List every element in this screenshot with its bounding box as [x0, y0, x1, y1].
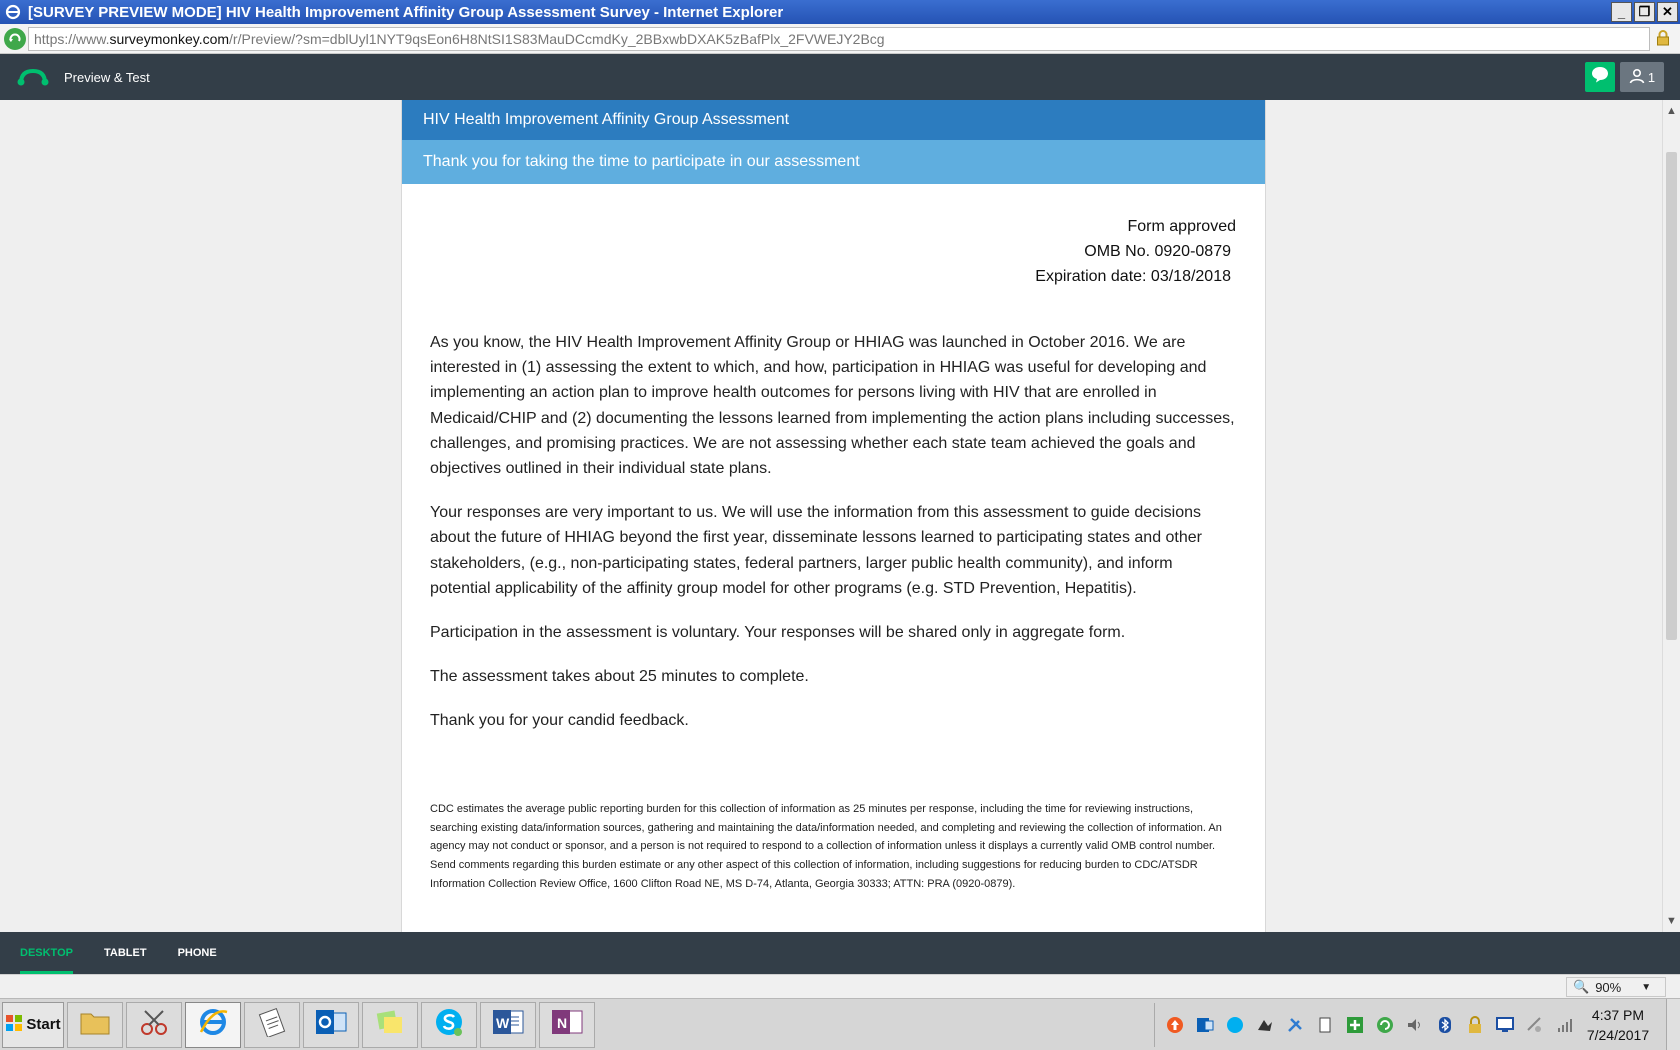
chevron-down-icon: ▼ [1641, 981, 1652, 993]
page-viewport [0, 100, 1680, 932]
taskbar-sticky-notes[interactable] [362, 1002, 418, 1048]
window-title: [SURVEY PREVIEW MODE] HIV Health Improvement Affinity Group Assessment Survey - Internet Explorer [28, 3, 784, 21]
taskbar-skype[interactable] [421, 1002, 477, 1048]
taskbar-onenote[interactable] [539, 1002, 595, 1048]
close-button[interactable] [1657, 2, 1678, 22]
intro-paragraph: Your responses are very important to us. We will use the information from this assessment to guide decisions about the future of HHIAG beyond the first year, disseminate lessons learned to participating states and other stakeholders, (e.g., non-participating states, federal partners, larger public health community), and inform potential applicability of the affinity group model for other programs (e.g. STD Prevention, Hepatitis). [430, 504, 1202, 597]
user-icon [1629, 68, 1645, 87]
svg-text:N: N [557, 1015, 568, 1031]
survey-intro-text [430, 330, 1235, 753]
scroll-down-icon[interactable]: ▼ [1666, 915, 1677, 927]
scroll-up-icon[interactable]: ▲ [1666, 105, 1677, 117]
taskbar-outlook[interactable] [303, 1002, 359, 1048]
taskbar-snipping-tool[interactable] [126, 1002, 182, 1048]
close-icon: ✕ [1662, 4, 1673, 19]
bluetooth-icon[interactable] [1433, 1013, 1457, 1037]
survey-title: HIV Health Improvement Affinity Group Assessment [402, 100, 1265, 140]
taskbar-word[interactable] [480, 1002, 536, 1048]
preview-test-label: Preview & Test [64, 69, 150, 85]
restore-button[interactable] [1634, 2, 1655, 22]
skype-icon [433, 1006, 465, 1043]
collaborators-button[interactable] [1620, 62, 1664, 92]
comments-button[interactable] [1585, 62, 1615, 92]
volume-icon[interactable] [1403, 1013, 1427, 1037]
burden-statement: CDC estimates the average public reporting burden for this collection of information as 25 minutes per response, including the time for reviewing instructions, searching existing data/information sources, gathering and maintaining the data/information needed, and completing and reviewing the collection of information. An agency may not conduct or sponsor, and a person is not required to respond to a collection of information unless it displays a currently valid OMB control number. Send comments regarding this burden estimate or any other aspect of this collection of information, including suggestions for reducing burden to CDC/ATSDR Information Collection Review Office, 1600 Clifton Road NE, MS D-74, Atlanta, Georgia 30333; ATTN: PRA (0920-0879). [430, 803, 1222, 890]
survey-subtitle: Thank you for taking the time to participate in our assessment [402, 140, 1265, 184]
taskbar-file-explorer[interactable] [67, 1002, 123, 1048]
minimize-icon: _ [1617, 4, 1626, 20]
skype-tray-icon[interactable] [1223, 1013, 1247, 1037]
signal-strength-icon[interactable] [1553, 1013, 1577, 1037]
address-bar [0, 24, 1680, 54]
outlook-tray-icon[interactable] [1193, 1013, 1217, 1037]
folder-icon [79, 1008, 111, 1041]
tab-desktop[interactable]: DESKTOP [20, 932, 73, 974]
speech-bubble-icon [1591, 66, 1609, 88]
svg-text:W: W [496, 1015, 510, 1031]
clock-date: 7/24/2017 [1586, 1027, 1650, 1043]
word-icon [491, 1007, 525, 1042]
device-icon[interactable] [1313, 1013, 1337, 1037]
tools-icon[interactable] [1283, 1013, 1307, 1037]
zoom-control[interactable] [1566, 977, 1666, 997]
bird-icon[interactable] [1253, 1013, 1277, 1037]
clock-time: 4:37 PM [1591, 1007, 1645, 1023]
vertical-scrollbar[interactable] [1662, 100, 1680, 932]
system-clock[interactable] [1578, 1005, 1658, 1045]
taskbar-internet-explorer[interactable] [185, 1002, 241, 1048]
omb-approval-block [1035, 214, 1236, 289]
intro-paragraph: Participation in the assessment is voluntary. Your responses will be shared only in aggregate form. [430, 624, 1126, 642]
tab-phone[interactable]: PHONE [177, 947, 217, 959]
collaborator-count: 1 [1647, 69, 1656, 85]
browser-status-bar [0, 974, 1680, 998]
windows-logo-icon [5, 1014, 23, 1036]
surveymonkey-logo-icon[interactable] [16, 65, 50, 89]
sticky-notes-icon [374, 1008, 406, 1041]
zoom-icon: 🔍 [1573, 979, 1590, 994]
outlook-icon [314, 1007, 348, 1042]
show-desktop-button[interactable] [1666, 999, 1680, 1050]
security-lock-icon[interactable] [1463, 1013, 1487, 1037]
url-text[interactable]: https://www.surveymonkey.com/r/Preview/?sm=dblUyl1NYT9qsEon6H8NtSI1S83MauDCcmdKy_2BBxwbDXAK5zBafPlx_2FVWEJY2Bcg [34, 30, 885, 47]
start-label: Start [26, 1016, 61, 1033]
tab-tablet[interactable]: TABLET [103, 947, 147, 959]
display-icon[interactable] [1493, 1013, 1517, 1037]
update-icon[interactable] [1163, 1013, 1187, 1037]
green-plus-icon[interactable] [1343, 1013, 1367, 1037]
onenote-icon [550, 1007, 584, 1042]
network-icon[interactable] [1523, 1013, 1547, 1037]
notepad-icon [257, 1007, 287, 1042]
form-approved-text: Form approved [1127, 218, 1236, 235]
survey-top-nav [0, 54, 1680, 100]
device-preview-bar [0, 932, 1680, 974]
internet-explorer-icon [4, 3, 22, 21]
sync-icon[interactable] [1373, 1013, 1397, 1037]
window-title-bar [0, 0, 1680, 24]
intro-paragraph: The assessment takes about 25 minutes to complete. [430, 668, 809, 686]
windows-taskbar [0, 998, 1680, 1050]
minimize-button[interactable] [1611, 2, 1632, 22]
restore-icon: ❐ [1638, 4, 1651, 19]
system-tray [1154, 1003, 1578, 1047]
refresh-icon[interactable] [4, 28, 26, 50]
internet-explorer-icon [197, 1006, 229, 1043]
start-button[interactable] [2, 1002, 64, 1048]
omb-number: OMB No. 0920-0879 [1084, 243, 1231, 260]
scrollbar-thumb[interactable] [1666, 152, 1677, 640]
survey-container [401, 100, 1266, 932]
zoom-level: 90% [1595, 979, 1622, 995]
taskbar-notepad[interactable] [244, 1002, 300, 1048]
intro-paragraph: Thank you for your candid feedback. [430, 712, 689, 730]
intro-paragraph: As you know, the HIV Health Improvement Affinity Group or HHIAG was launched in October 2016. We are interested in (1) assessing the extent to which, and how, participation in HHIAG was useful for developing and implementing an action plan to improve health outcomes for persons living with HIV that are enrolled in Medicaid/CHIP and (2) documenting the lessons learned from implementing the action plans including successes, challenges, and promising practices. We are not assessing whether each state team achieved the goals and objectives outlined in their individual state plans. [430, 334, 1235, 478]
expiration-date: Expiration date: 03/18/2018 [1035, 268, 1231, 285]
scissors-icon [139, 1007, 169, 1042]
lock-icon[interactable] [1656, 30, 1670, 51]
